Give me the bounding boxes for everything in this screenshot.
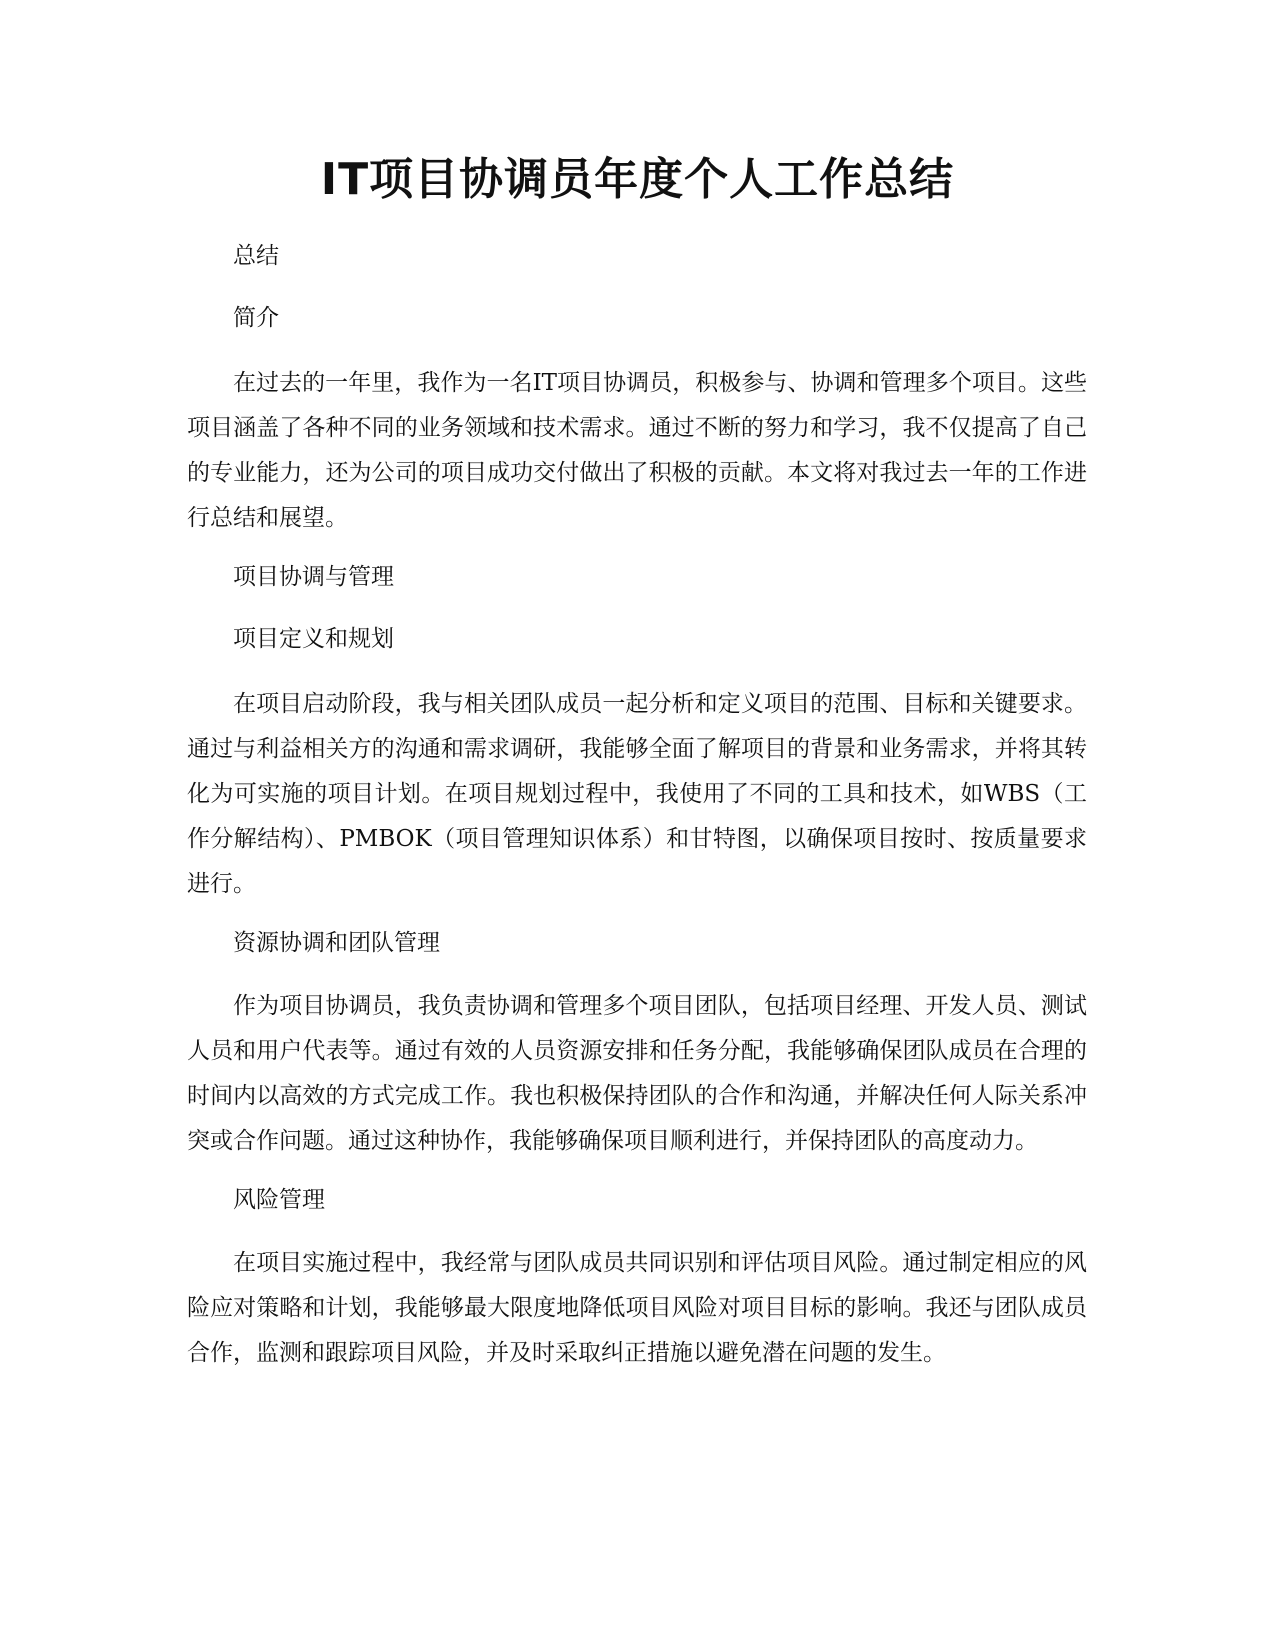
section-heading-intro: 简介 [233, 305, 279, 331]
document-title: IT项目协调员年度个人工作总结 [320, 154, 955, 205]
section-heading-coordination: 项目协调与管理 [233, 564, 394, 590]
paragraph-risk: 在项目实施过程中，我经常与团队成员共同识别和评估项目风险。通过制定相应的风险应对策略和计划，我能够最大限度地降低项目风险对项目目标的影响。我还与团队成员合作，监测和跟踪项目风险，并及时采取纠正措施以避免潜在问题的发生。 [187, 1250, 1087, 1366]
section-heading-resources: 资源协调和团队管理 [233, 930, 440, 956]
paragraph-resources: 作为项目协调员，我负责协调和管理多个项目团队，包括项目经理、开发人员、测试人员和用户代表等。通过有效的人员资源安排和任务分配，我能够确保团队成员在合理的时间内以高效的方式完成工作。我也积极保持团队的合作和沟通，并解决任何人际关系冲突或合作问题。通过这种协作，我能够确保项目顺利进行，并保持团队的高度动力。 [187, 993, 1087, 1154]
paragraph-definition: 在项目启动阶段，我与相关团队成员一起分析和定义项目的范围、目标和关键要求。通过与利益相关方的沟通和需求调研，我能够全面了解项目的背景和业务需求，并将其转化为可实施的项目计划。在项目规划过程中，我使用了不同的工具和技术，如WBS（工作分解结构）、PMBOK（项目管理知识体系）和甘特图，以确保项目按时、按质量要求进行。 [187, 691, 1087, 897]
section-heading-summary: 总结 [233, 243, 279, 269]
paragraph-intro: 在过去的一年里，我作为一名IT项目协调员，积极参与、协调和管理多个项目。这些项目涵盖了各种不同的业务领域和技术需求。通过不断的努力和学习，我不仅提高了自己的专业能力，还为公司的项目成功交付做出了积极的贡献。本文将对我过去一年的工作进行总结和展望。 [187, 370, 1087, 531]
section-heading-definition: 项目定义和规划 [233, 626, 394, 652]
section-heading-risk: 风险管理 [233, 1187, 325, 1213]
document-body [187, 240, 1087, 1396]
